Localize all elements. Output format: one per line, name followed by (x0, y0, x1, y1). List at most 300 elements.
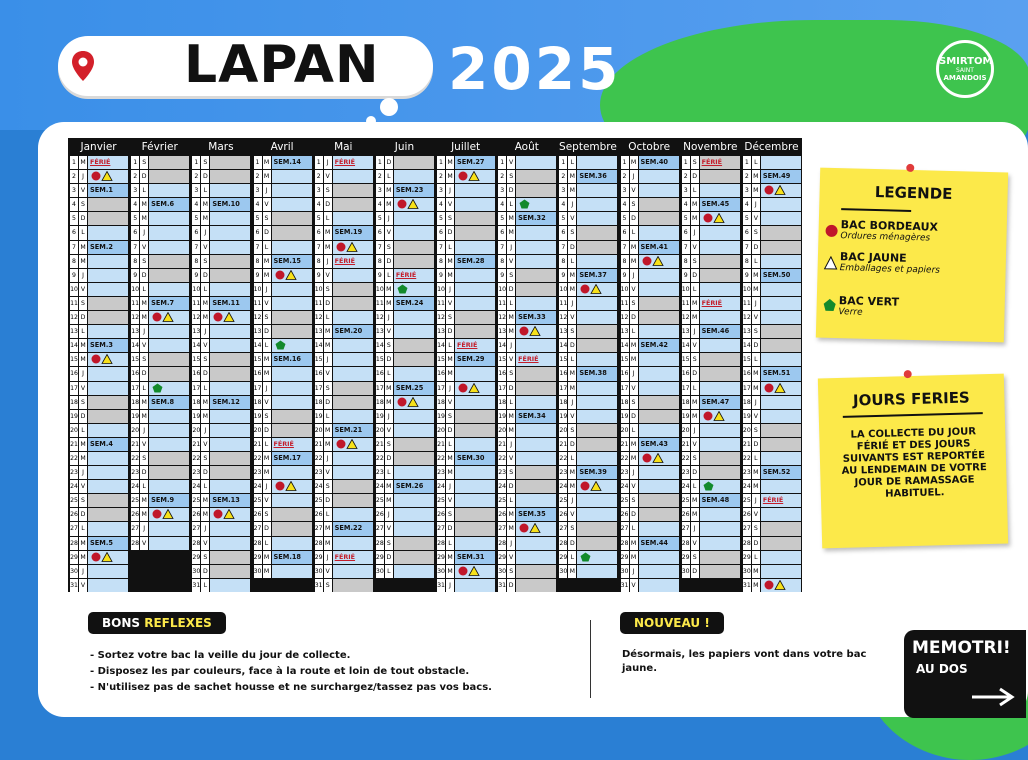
weekday-letter: L (140, 480, 148, 493)
day-number: 30 (498, 565, 506, 578)
weekday-letter: V (691, 537, 699, 550)
weekday-letter: D (752, 241, 760, 254)
calendar-day (558, 466, 617, 479)
calendar-day (253, 480, 312, 493)
weekday-letter: L (568, 551, 576, 564)
calendar-day (314, 212, 373, 225)
day-number: 5 (376, 212, 384, 225)
day-info (394, 522, 434, 535)
weekday-letter: D (324, 396, 332, 409)
day-info (761, 367, 801, 380)
bordeaux-yellow-icon (458, 566, 480, 576)
day-info (700, 438, 740, 451)
calendar-day (436, 156, 495, 169)
day-info (88, 255, 128, 268)
day-info (577, 325, 617, 338)
day-number: 20 (131, 424, 139, 437)
day-number: 31 (498, 579, 506, 592)
day-info (516, 226, 556, 239)
day-number: 13 (621, 325, 629, 338)
calendar-day (253, 452, 312, 465)
weekday-letter: J (324, 156, 332, 169)
day-number: 2 (621, 170, 629, 183)
calendar-day (130, 367, 189, 380)
weekday-letter: M (140, 508, 148, 521)
calendar-day (375, 494, 434, 507)
day-info (455, 170, 495, 183)
day-number: 31 (621, 579, 629, 592)
weekday-letter: M (201, 494, 209, 507)
day-info (210, 325, 250, 338)
day-number: 31 (70, 579, 78, 592)
calendar-day (497, 480, 556, 493)
bordeaux-yellow-icon (580, 481, 602, 491)
green-pentagon-icon (580, 552, 591, 562)
weekday-letter: D (691, 269, 699, 282)
bordeaux-yellow-icon (642, 256, 664, 266)
arrow-right-icon (970, 686, 1020, 708)
weekday-letter: M (385, 184, 393, 197)
day-info (272, 325, 312, 338)
weekday-letter: S (630, 396, 638, 409)
day-info (455, 255, 495, 268)
bordeaux-yellow-icon (642, 453, 664, 463)
day-info (149, 269, 189, 282)
month-header-row (68, 138, 802, 156)
day-number: 26 (437, 508, 445, 521)
weekday-letter: L (752, 551, 760, 564)
day-info (639, 255, 679, 268)
weekday-letter: V (568, 212, 576, 225)
month-column (620, 156, 679, 593)
weekday-letter: M (630, 537, 638, 550)
day-number: 7 (131, 241, 139, 254)
calendar-day (314, 241, 373, 254)
day-info (149, 424, 189, 437)
day-info (210, 283, 250, 296)
day-number: 8 (131, 255, 139, 268)
calendar-day (558, 396, 617, 409)
calendar-day (497, 452, 556, 465)
day-info (577, 339, 617, 352)
calendar-day (681, 311, 740, 324)
weekday-letter: S (568, 226, 576, 239)
bordeaux-yellow-icon (213, 312, 235, 322)
day-info (516, 551, 556, 564)
day-number: 1 (437, 156, 445, 169)
weekday-letter: M (385, 283, 393, 296)
day-number: 5 (682, 212, 690, 225)
weekday-letter: M (79, 438, 87, 451)
day-info (88, 565, 128, 578)
weekday-letter: D (79, 410, 87, 423)
day-info (333, 184, 373, 197)
day-number: 14 (192, 339, 200, 352)
weekday-letter: M (446, 156, 454, 169)
day-number: 29 (192, 551, 200, 564)
calendar-day (253, 382, 312, 395)
day-info (700, 452, 740, 465)
calendar-day (375, 466, 434, 479)
week-number: SEM.52 (762, 468, 791, 477)
day-number: 10 (559, 283, 567, 296)
calendar-day (191, 241, 250, 254)
weekday-letter: M (752, 283, 760, 296)
day-number: 10 (376, 283, 384, 296)
day-number: 15 (498, 353, 506, 366)
day-info (577, 241, 617, 254)
calendar-day (558, 325, 617, 338)
calendar-day (69, 311, 128, 324)
day-number: 24 (131, 480, 139, 493)
day-info (639, 170, 679, 183)
weekday-letter: V (568, 410, 576, 423)
calendar-day (130, 382, 189, 395)
calendar-day (253, 156, 312, 169)
calendar-day (191, 184, 250, 197)
calendar-day (497, 382, 556, 395)
bordeaux-yellow-icon (91, 354, 113, 364)
weekday-letter: L (385, 170, 393, 183)
calendar-day (375, 452, 434, 465)
calendar-day (558, 480, 617, 493)
day-number: 22 (498, 452, 506, 465)
day-number: 2 (131, 170, 139, 183)
day-number: 16 (315, 367, 323, 380)
day-info (577, 508, 617, 521)
calendar-day (314, 297, 373, 310)
weekday-letter: D (324, 198, 332, 211)
weekday-letter: M (263, 466, 271, 479)
weekday-letter: M (446, 452, 454, 465)
day-info (577, 156, 617, 169)
week-number: SEM.44 (640, 538, 668, 547)
weekday-letter: J (385, 212, 393, 225)
day-number: 19 (559, 410, 567, 423)
calendar-day (497, 537, 556, 550)
day-info (516, 396, 556, 409)
day-number: 16 (743, 367, 751, 380)
calendar-day (558, 170, 617, 183)
calendar-day (314, 170, 373, 183)
legend-sub: Emballages et papiers (839, 263, 941, 276)
calendar-day (253, 438, 312, 451)
bordeaux-yellow-icon (152, 312, 174, 322)
weekday-letter: V (201, 537, 209, 550)
weekday-letter: L (201, 579, 209, 592)
calendar-day (314, 579, 373, 592)
day-number: 2 (559, 170, 567, 183)
calendar-day (742, 325, 801, 338)
weekday-letter: J (324, 353, 332, 366)
day-info (333, 226, 373, 239)
day-number: 15 (743, 353, 751, 366)
nouveau-title: NOUVEAU ! (620, 612, 724, 634)
day-number: 25 (498, 494, 506, 507)
weekday-letter: L (140, 184, 148, 197)
day-info (455, 396, 495, 409)
weekday-letter: V (201, 438, 209, 451)
day-info (272, 565, 312, 578)
calendar-day (130, 339, 189, 352)
day-info (577, 255, 617, 268)
holiday-label: FÉRIÉ (334, 552, 356, 561)
calendar-day (681, 226, 740, 239)
day-info (272, 311, 312, 324)
day-info (394, 226, 434, 239)
week-number: SEM.14 (273, 158, 301, 166)
calendar-day (436, 522, 495, 535)
calendar-day (69, 184, 128, 197)
calendar-day (497, 156, 556, 169)
day-number: 31 (315, 579, 323, 592)
weekday-letter: M (201, 311, 209, 324)
day-info (394, 325, 434, 338)
calendar-day (620, 339, 679, 352)
day-info (700, 170, 740, 183)
weekday-letter: M (263, 156, 271, 169)
day-number: 19 (70, 410, 78, 423)
day-number: 5 (743, 212, 751, 225)
day-info (210, 311, 250, 324)
day-number: 22 (559, 452, 567, 465)
day-number: 9 (743, 269, 751, 282)
calendar-day (497, 466, 556, 479)
bordeaux-yellow-icon (580, 284, 602, 294)
weekday-letter: M (140, 297, 148, 310)
day-number: 14 (437, 339, 445, 352)
day-info (577, 424, 617, 437)
day-number: 10 (131, 283, 139, 296)
weekday-letter: S (201, 353, 209, 366)
calendar-day (69, 297, 128, 310)
day-number: 9 (131, 269, 139, 282)
calendar-day (314, 424, 373, 437)
day-number: 27 (682, 522, 690, 535)
day-info (333, 396, 373, 409)
calendar-day (130, 156, 189, 169)
day-number: 7 (376, 241, 384, 254)
calendar-day (742, 255, 801, 268)
calendar-day (253, 255, 312, 268)
day-info (272, 508, 312, 521)
day-number: 15 (559, 353, 567, 366)
calendar-day (69, 565, 128, 578)
day-number: 14 (254, 339, 262, 352)
calendar-day (375, 353, 434, 366)
calendar-day (436, 198, 495, 211)
day-info (333, 424, 373, 437)
day-number: 24 (621, 480, 629, 493)
day-number: 1 (192, 156, 200, 169)
week-number: SEM.1 (90, 186, 113, 195)
calendar-day (191, 438, 250, 451)
calendar-day (253, 198, 312, 211)
day-number: 18 (559, 396, 567, 409)
day-number: 22 (621, 452, 629, 465)
day-number: 24 (743, 480, 751, 493)
calendar-day (436, 565, 495, 578)
calendar-day (375, 212, 434, 225)
weekday-letter: J (630, 466, 638, 479)
day-number: 22 (682, 452, 690, 465)
weekday-letter: S (507, 466, 515, 479)
day-info (516, 297, 556, 310)
weekday-letter: M (568, 367, 576, 380)
day-info (639, 466, 679, 479)
weekday-letter: D (324, 297, 332, 310)
calendar-day (314, 255, 373, 268)
day-info (761, 353, 801, 366)
weekday-letter: L (691, 184, 699, 197)
day-number: 24 (254, 480, 262, 493)
calendar-day (69, 156, 128, 169)
calendar-day (69, 269, 128, 282)
day-number: 23 (192, 466, 200, 479)
weekday-letter: J (79, 367, 87, 380)
day-number: 20 (254, 424, 262, 437)
day-number: 22 (131, 452, 139, 465)
day-info (272, 283, 312, 296)
day-number: 4 (437, 198, 445, 211)
day-number: 3 (682, 184, 690, 197)
memotri-line1: MEMOTRI! (912, 638, 1011, 658)
calendar-day (436, 410, 495, 423)
holiday-label: FÉRIÉ (701, 298, 723, 307)
day-number: 14 (376, 339, 384, 352)
weekday-letter: M (324, 325, 332, 338)
calendar-day (375, 255, 434, 268)
calendar-day (436, 269, 495, 282)
day-number: 12 (376, 311, 384, 324)
week-number: SEM.27 (457, 158, 485, 166)
calendar-day (436, 311, 495, 324)
day-info (88, 508, 128, 521)
day-info (700, 325, 740, 338)
calendar-day (191, 410, 250, 423)
weekday-letter: D (263, 325, 271, 338)
calendar-day (69, 212, 128, 225)
day-number: 20 (682, 424, 690, 437)
day-info (639, 241, 679, 254)
day-number: 30 (315, 565, 323, 578)
day-number: 5 (621, 212, 629, 225)
day-info (333, 170, 373, 183)
day-number: 27 (70, 522, 78, 535)
day-number: 6 (743, 226, 751, 239)
weekday-letter: M (201, 508, 209, 521)
weekday-letter: M (507, 311, 515, 324)
weekday-letter: M (691, 508, 699, 521)
day-info (88, 198, 128, 211)
day-number: 1 (376, 156, 384, 169)
calendar-day (436, 452, 495, 465)
weekday-letter: J (446, 283, 454, 296)
day-number: 29 (254, 551, 262, 564)
calendar-day (620, 466, 679, 479)
day-number: 22 (437, 452, 445, 465)
weekday-letter: M (568, 382, 576, 395)
day-number: 18 (498, 396, 506, 409)
day-info (272, 226, 312, 239)
day-number: 14 (621, 339, 629, 352)
weekday-letter: D (201, 170, 209, 183)
week-number: SEM.25 (395, 383, 424, 392)
day-number: 18 (131, 396, 139, 409)
pushpin-icon (904, 370, 912, 378)
day-number: 3 (254, 184, 262, 197)
weekday-letter: S (140, 353, 148, 366)
day-number: 6 (498, 226, 506, 239)
green-pentagon-icon (397, 284, 408, 294)
day-info (394, 353, 434, 366)
calendar-day (558, 156, 617, 169)
day-number: 21 (559, 438, 567, 451)
weekday-letter: J (385, 508, 393, 521)
day-number: 14 (743, 339, 751, 352)
calendar-day (558, 241, 617, 254)
day-number: 20 (621, 424, 629, 437)
day-number: 4 (682, 198, 690, 211)
week-number: SEM.26 (395, 482, 424, 491)
day-number: 12 (498, 311, 506, 324)
weekday-letter: M (263, 565, 271, 578)
day-number: 26 (559, 508, 567, 521)
weekday-letter: L (263, 241, 271, 254)
day-number: 5 (437, 212, 445, 225)
day-info (700, 382, 740, 395)
day-info (639, 212, 679, 225)
memotri-badge[interactable] (904, 630, 1026, 718)
day-info (516, 156, 556, 169)
day-number: 4 (315, 198, 323, 211)
weekday-letter: M (446, 466, 454, 479)
day-number: 25 (315, 494, 323, 507)
day-info (272, 466, 312, 479)
day-info (88, 522, 128, 535)
bordeaux-yellow-icon (458, 383, 480, 393)
day-number: 23 (682, 466, 690, 479)
jours-feries-note (818, 374, 1008, 549)
day-number: 12 (131, 311, 139, 324)
day-number: 29 (315, 551, 323, 564)
day-info (516, 353, 556, 366)
day-info (639, 579, 679, 592)
calendar-day (253, 170, 312, 183)
weekday-letter: D (752, 438, 760, 451)
day-number: 26 (682, 508, 690, 521)
day-number: 7 (621, 241, 629, 254)
day-number: 2 (376, 170, 384, 183)
day-info (149, 198, 189, 211)
weekday-letter: M (752, 170, 760, 183)
weekday-letter: M (691, 297, 699, 310)
day-number: 5 (498, 212, 506, 225)
calendar-day (681, 466, 740, 479)
weekday-letter: M (446, 367, 454, 380)
week-number: SEM.40 (640, 158, 668, 166)
day-info (455, 382, 495, 395)
weekday-letter: L (630, 226, 638, 239)
weekday-letter: D (385, 353, 393, 366)
week-number: SEM.34 (518, 411, 546, 420)
legend-title: LEGENDE (874, 183, 953, 204)
day-number: 27 (192, 522, 200, 535)
day-number: 21 (437, 438, 445, 451)
calendar-day (130, 353, 189, 366)
day-info (149, 367, 189, 380)
week-number: SEM.17 (273, 453, 301, 462)
